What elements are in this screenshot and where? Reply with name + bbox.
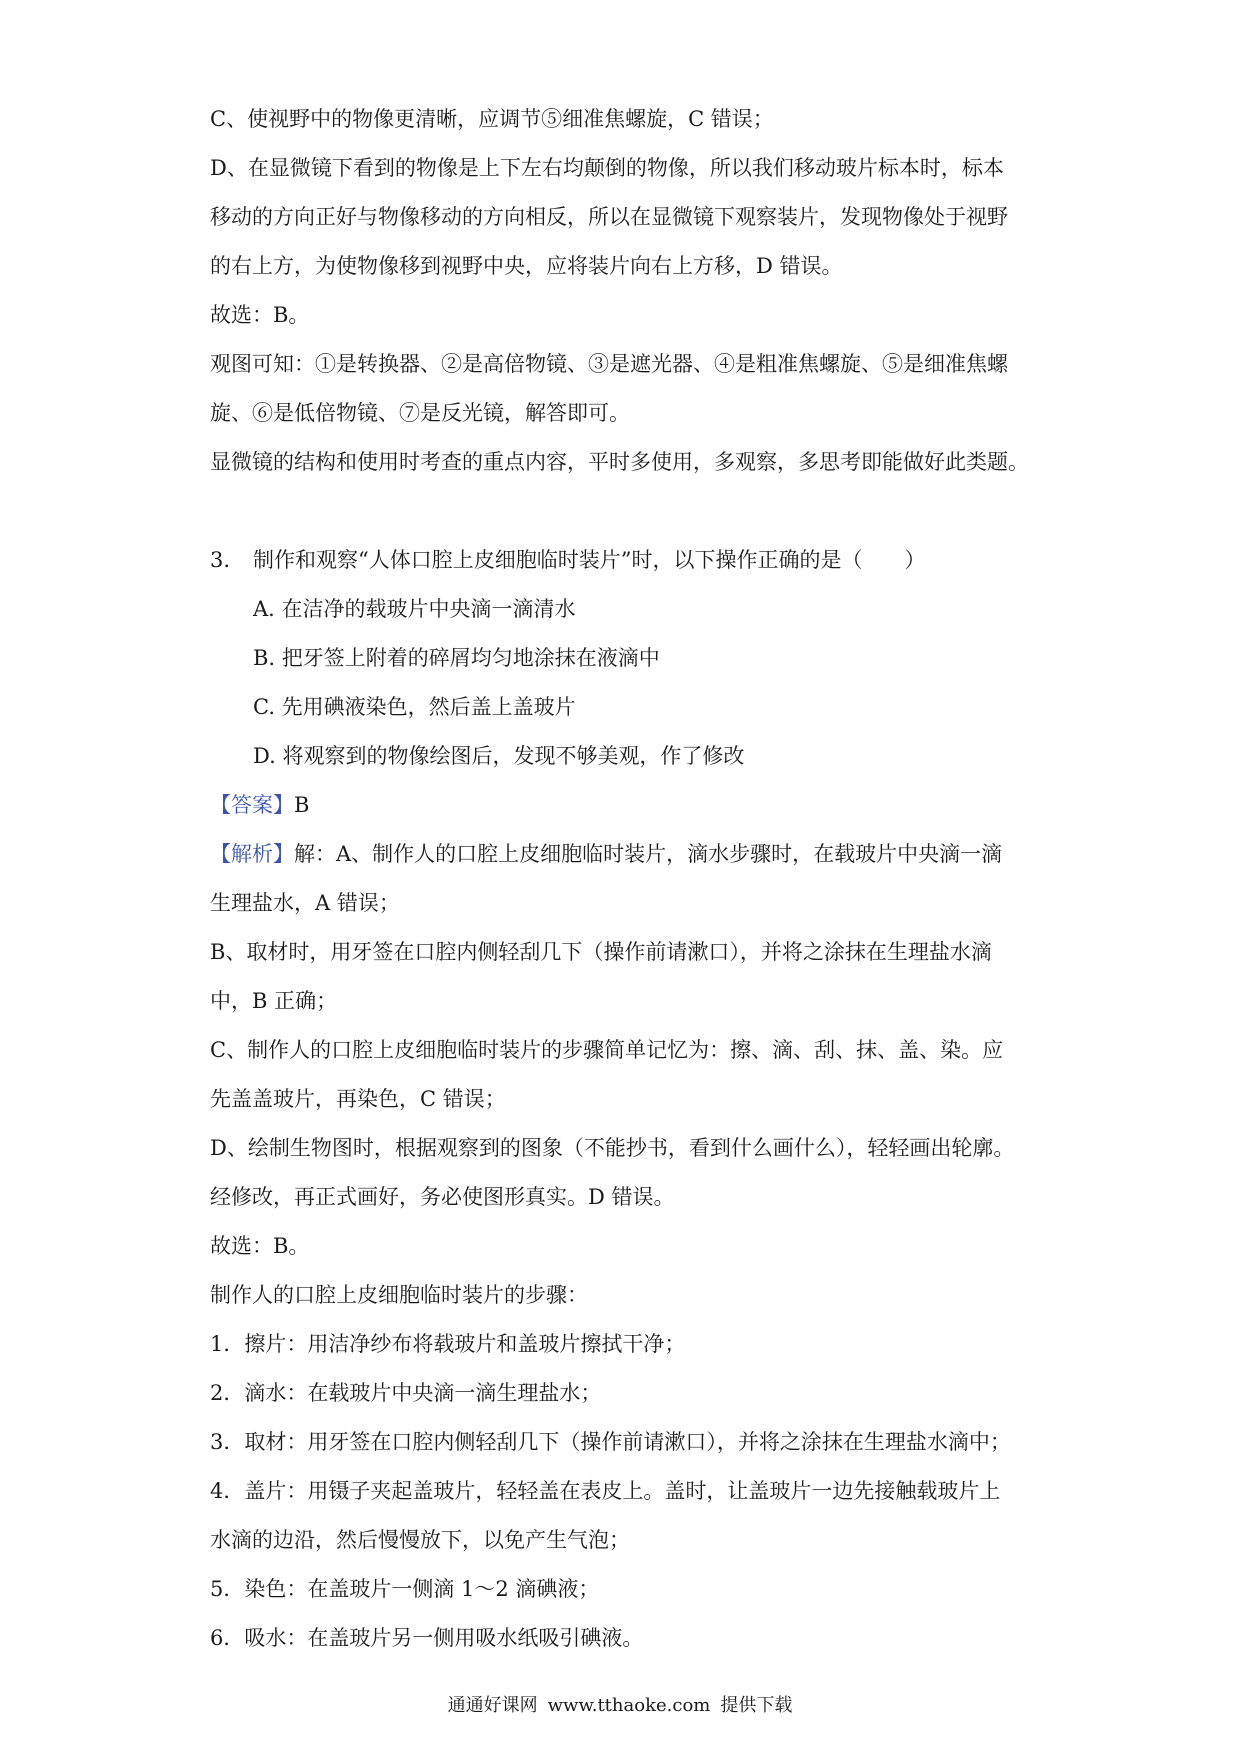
text-line: 旋、⑥是低倍物镜、⑦是反光镜，解答即可。 [210,401,630,425]
text-line: 故选：B。 [210,303,310,327]
text-line: 生理盐水，A 错误； [210,891,400,915]
text-line: 故选：B。 [210,1234,310,1258]
analysis-line [210,840,1002,868]
analysis-text: 解：A、制作人的口腔上皮细胞临时装片，滴水步骤时，在载玻片中央滴一滴 [294,842,1003,866]
step-line: 水滴的边沿，然后慢慢放下，以免产生气泡； [210,1528,630,1552]
step-line: 2．滴水：在载玻片中央滴一滴生理盐水； [210,1381,602,1405]
answer-line [210,791,309,819]
text-line: 先盖盖玻片，再染色，C 错误； [210,1087,506,1111]
footer-suffix: 提供下载 [720,1695,793,1716]
option-c: C. 先用碘液染色，然后盖上盖玻片 [253,695,576,719]
step-line: 1．擦片：用洁净纱布将载玻片和盖玻片擦拭干净； [210,1332,686,1356]
option-a: A. 在洁净的载玻片中央滴一滴清水 [253,597,576,621]
answer-tag: 【答案】 [210,793,294,817]
step-line: 5．染色：在盖玻片一侧滴 1～2 滴碘液； [210,1577,600,1601]
text-line: 中，B 正确； [210,989,338,1013]
option-d: D. 将观察到的物像绘图后，发现不够美观，作了修改 [253,744,745,768]
footer-url[interactable]: www.tthaoke.com [547,1695,711,1716]
option-b: B. 把牙签上附着的碎屑均匀地涂抹在液滴中 [253,646,660,670]
text-line: 移动的方向正好与物像移动的方向相反，所以在显微镜下观察装片，发现物像处于视野 [210,205,1008,229]
footer-brand: 通通好课网 [447,1695,538,1716]
text-line: B、取材时，用牙签在口腔内侧轻刮几下（操作前请漱口），并将之涂抹在生理盐水滴 [210,940,992,964]
text-line: 制作人的口腔上皮细胞临时装片的步骤： [210,1283,588,1307]
answer-value: B [294,793,310,817]
step-line: 4．盖片：用镊子夹起盖玻片，轻轻盖在表皮上。盖时，让盖玻片一边先接触载玻片上 [210,1479,1001,1503]
text-line: 的右上方，为使物像移到视野中央，应将装片向右上方移，D 错误。 [210,254,843,278]
page-footer [0,1694,1240,1718]
text-line: D、绘制生物图时，根据观察到的图象（不能抄书，看到什么画什么），轻轻画出轮廓。 [210,1136,1015,1160]
analysis-tag: 【解析】 [210,842,294,866]
text-line: 经修改，再正式画好，务必使图形真实。D 错误。 [210,1185,675,1209]
text-line: C、使视野中的物像更清晰，应调节⑤细准焦螺旋，C 错误； [210,107,774,131]
text-line: 观图可知：①是转换器、②是高倍物镜、③是遮光器、④是粗准焦螺旋、⑤是细准焦螺 [210,352,1008,376]
text-line: C、制作人的口腔上皮细胞临时装片的步骤简单记忆为：擦、滴、刮、抹、盖、染。应 [210,1038,1004,1062]
question-number: 3. [210,548,231,572]
step-line: 3．取材：用牙签在口腔内侧轻刮几下（操作前请漱口），并将之涂抹在生理盐水滴中； [210,1430,1011,1454]
step-line: 6．吸水：在盖玻片另一侧用吸水纸吸引碘液。 [210,1626,644,1650]
question-text: 制作和观察“人体口腔上皮细胞临时装片”时，以下操作正确的是（ ） [253,548,926,572]
text-line: 显微镜的结构和使用时考查的重点内容，平时多使用，多观察，多思考即能做好此类题。 [210,450,1029,474]
text-line: D、在显微镜下看到的物像是上下左右均颠倒的物像，所以我们移动玻片标本时，标本 [210,156,1004,180]
